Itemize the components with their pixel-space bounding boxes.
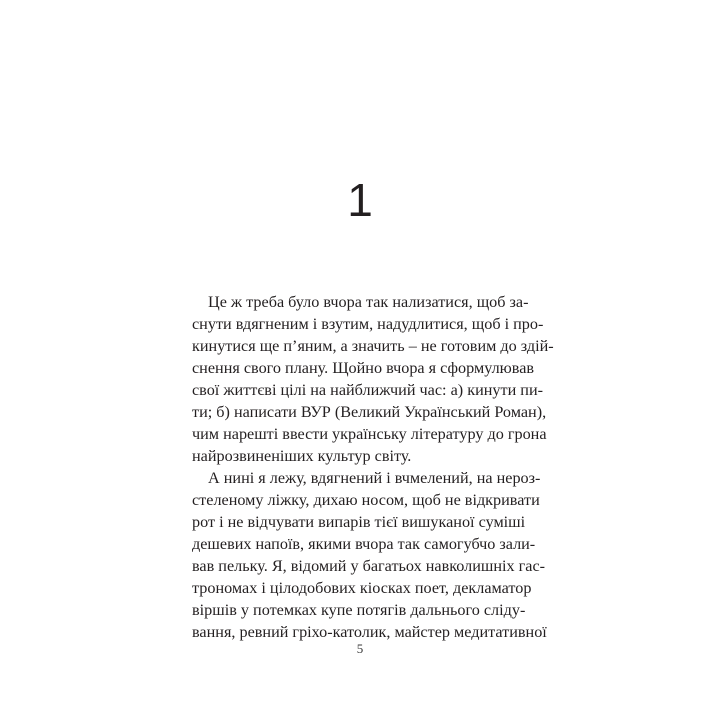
text-line: вання, ревний гріхо-католик, майстер медитативної [192,623,547,641]
text-line: снення свого плану. Щойно вчора я сформулював [192,359,535,377]
text-line: Це ж треба було вчора так нализатися, щоб за- [208,293,529,311]
body-text [192,291,554,643]
paragraph-2 [192,467,547,643]
text-line: чим нарешті ввести українську літературу до грона [192,425,547,443]
text-line: віршів у потемках купе потягів дальнього сліду- [192,601,526,619]
text-line: свої життєві цілі на найближчий час: а) кинути пи- [192,381,544,399]
text-line: А нині я лежу, вдягнений і вчмелений, на нероз- [208,469,541,487]
text-line: ти; б) написати ВУР (Великий Український Роман), [192,403,547,421]
text-line: снути вдягненим і взутим, надудлитися, щоб і про- [192,315,544,333]
chapter-number: 1 [347,174,373,226]
text-line: стеленому ліжку, дихаю носом, щоб не відкривати [192,491,540,509]
text-line: вав пельку. Я, відомий у багатьох навколишніх гас- [192,557,546,575]
text-line: рот і не відчувати випарів тієї вишуканої суміші [192,513,526,531]
paragraph-1 [192,291,554,467]
text-line: дешевих напоїв, якими вчора так самогубчо зали- [192,535,536,553]
text-line: трономах і цілодобових кіосках поет, декламатор [192,579,532,597]
text-line: найрозвиненіших культур світу. [192,447,412,465]
page-number: 5 [356,641,364,656]
text-line: кинутися ще п’яним, а значить – не готовим до здій- [192,337,554,355]
